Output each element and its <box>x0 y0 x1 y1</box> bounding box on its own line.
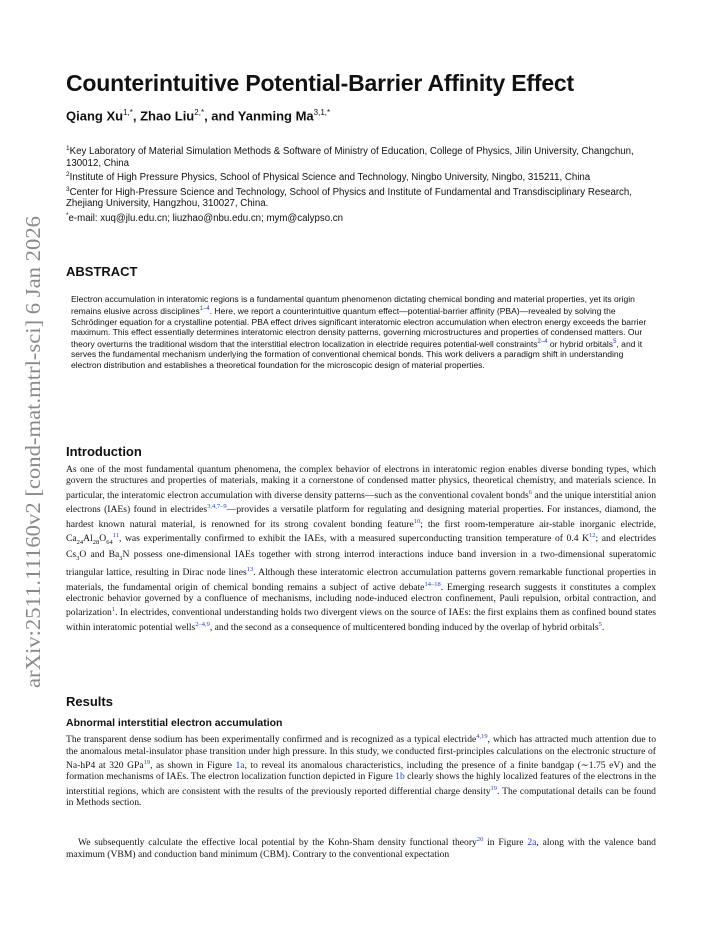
citation-ref[interactable]: 10 <box>413 517 421 525</box>
text-run: or hybrid orbitals <box>547 339 614 350</box>
affiliation-mark: * <box>66 211 69 219</box>
text-run: , along with the valence band maximum (VBM) and conduction band minimum (CBM). Contrary to the conventional expectation <box>66 837 656 860</box>
text-run: , to reveal its anomalous characteristics, including the presence of a finite bandgap (∼1.75 eV) and the formation mechanisms of IAEs. The electron localization function depicted in Figure <box>66 760 657 783</box>
text-run: , was experimentally confirmed to exhibit the IAEs, with a measured superconducting transition temperature of 0.4 K <box>118 533 590 545</box>
results-subheading: Abnormal interstitial electron accumulation <box>66 717 283 729</box>
text-run: and the unique interstitial anion electrons (IAEs) found in electrides <box>66 489 656 516</box>
text-run: —provides a versatile platform for regulating and designing material properties. For instances, diamond, the hardest known natural material, is renowned for its strong covalent bonding feature <box>66 504 656 530</box>
text-run: Electron accumulation in interatomic regions is a fundamental quantum phenomenon dictating chemical bonding and material properties, yet its origin remains elusive across disciplines <box>71 294 635 317</box>
text-run: , which has attracted much attention due to the anomalous metal-insulator phase transition under high pressure. In this study, we conducted first-principles calculations on the electronic structure of Na-hP4 at 320 GPa <box>66 734 656 772</box>
affiliation-text: Institute of High Pressure Physics, School of Physical Science and Technology, Ningbo University, Ningbo, 315211, China <box>69 172 591 184</box>
affiliations <box>66 143 656 224</box>
author-name: Yanming Ma <box>237 108 314 124</box>
citation-ref[interactable]: 14–18 <box>424 580 441 588</box>
arxiv-sidebar-stamp <box>0 212 56 692</box>
results-paragraph-2 <box>66 834 656 860</box>
text-run: . <box>601 622 605 634</box>
text-run: clearly shows the highly localized features of the electrons in the interstitial regions, which are consistent with the results of the previously reported differential charge density <box>66 771 656 797</box>
results-paragraph-1 <box>66 731 656 809</box>
affiliation-line <box>66 210 656 225</box>
text-run: . In electrides, conventional understanding holds two divergent views on the source of IAEs: the first explains them as confined bound states within interatomic potential wells <box>66 607 656 634</box>
abstract-heading: ABSTRACT <box>66 264 138 279</box>
affiliation-mark: 3 <box>66 185 70 193</box>
introduction-paragraph <box>66 464 656 633</box>
abstract-text <box>71 294 651 370</box>
citation-ref[interactable]: 19 <box>143 758 151 766</box>
author-name: Zhao Liu <box>140 108 195 124</box>
subscript: 3 <box>119 554 123 562</box>
text-run: Al <box>83 533 93 545</box>
text-run: The transparent dense sodium has been experimentally confirmed and is recognized as a typical electride <box>66 734 477 746</box>
results-heading: Results <box>66 694 113 709</box>
affiliation-mark: 1 <box>66 145 70 152</box>
subscript: 24 <box>76 539 84 547</box>
author-separator: , and <box>204 108 238 124</box>
text-run: , and the second as a consequence of multicentered bonding induced by the overlap of hybrid orbitals <box>209 622 599 634</box>
arxiv-identifier: arXiv:2511.11160v2 [cond-mat.mtrl-sci] 6 Jan 2026 <box>21 250 45 688</box>
text-run: As one of the most fundamental quantum phenomena, the complex behavior of electrons in interatomic region enables diverse bonding types, which govern the structures and properties of materials, making it a cornerstone of condensed matter physics, theoretical chemistry, and materials science. In particular, the interatomic electron accumulation with diverse density patterns—such as the conventional covalent bonds <box>66 464 656 501</box>
citation-ref[interactable]: 2–4 <box>537 339 548 346</box>
text-run: ; the first room-temperature air-stable inorganic electride, Ca <box>66 518 656 545</box>
affiliation-line <box>66 143 656 169</box>
author-affiliation-mark: 2,* <box>194 108 205 117</box>
citation-ref[interactable]: 12 <box>589 532 596 540</box>
figure-ref[interactable]: 2a <box>527 837 537 849</box>
citation-ref[interactable]: 20 <box>476 836 484 843</box>
text-run: . Here, we report a counterintuitive quantum effect—potential-barrier affinity (PBA)—revealed by solving the Schrödinger equation for a crystalline potential. PBA effect drives significant interatomic electron accumulation when electron energy exceeds the barrier maximum. This effect essentially determines interatomic electron density patterns, governing microstructures and properties of condensed matters. Our theory overturns the traditional wisdom that the interstitial electron localization in electride requires potential-well constraints <box>71 306 647 350</box>
citation-ref[interactable]: 3,4,7–9 <box>207 503 227 511</box>
citation-ref[interactable]: 6 <box>528 488 533 496</box>
citation-ref[interactable]: 5 <box>613 339 617 346</box>
citation-ref[interactable]: 5 <box>598 620 602 628</box>
subscript: 3 <box>76 554 80 562</box>
text-run: . Although these interatomic electron accumulation patterns govern remarkable functional properties in materials, the fundamental origin of chemical bonding remains a subject of active debate <box>66 567 656 593</box>
author-affiliation-mark: 1,* <box>123 108 133 117</box>
text-run: We subsequently calculate the effective local potential by the Kohn-Sham density functional theory <box>78 837 477 849</box>
citation-ref[interactable]: 13 <box>246 565 254 573</box>
text-run: ; and electrides Cs <box>66 533 656 560</box>
text-run: N possess one-dimensional IAEs together with strong interrod interactions induce band inversion in a two-dimensional superatomic triangular lattice, resulting in Dirac node lines <box>66 548 657 579</box>
author-name: Qiang Xu <box>66 108 124 124</box>
text-run: . Emerging research suggests it constitutes a complex electronic behavior governed by a confluence of mechanisms, including node-induced electron confinement, Pauli repulsion, orbital contraction, and polarization <box>66 581 656 619</box>
text-run: in Figure <box>483 837 528 849</box>
affiliation-line <box>66 169 656 184</box>
citation-ref[interactable]: 1 <box>111 606 116 614</box>
paper-title: Counterintuitive Potential-Barrier Affinity Effect <box>66 70 574 96</box>
text-run: O and Ba <box>79 548 120 560</box>
subscript: 64 <box>106 539 113 547</box>
citation-ref[interactable]: 1–4 <box>199 306 210 313</box>
author-affiliation-mark: 3,1,* <box>313 108 331 117</box>
affiliation-line <box>66 184 656 210</box>
citation-ref[interactable]: 19 <box>490 784 498 792</box>
figure-ref[interactable]: 1a <box>235 760 245 772</box>
text-run: , as shown in Figure <box>150 760 236 772</box>
author-separator: , <box>132 108 141 124</box>
affiliation-text: Key Laboratory of Material Simulation Methods & Software of Ministry of Education, College of Physics, Jilin University, Changchun, 130012, China <box>66 146 634 169</box>
citation-ref[interactable]: 4,19 <box>476 733 488 740</box>
introduction-heading: Introduction <box>66 444 142 459</box>
affiliation-mark: 2 <box>66 171 70 179</box>
text-run: O <box>99 533 107 545</box>
subscript: 28 <box>92 539 100 547</box>
citation-ref[interactable]: 2–4,9 <box>195 620 210 628</box>
affiliation-text[interactable]: e-mail: xuq@jlu.edu.cn; liuzhao@nbu.edu.cn; mym@calypso.cn <box>68 212 344 224</box>
author-list <box>66 108 330 123</box>
affiliation-text: Center for High-Pressure Science and Technology, School of Physics and Institute of Fundamental and Transdisciplinary Research, Zhejiang University, Hangzhou, 310027, China. <box>66 186 632 210</box>
text-run: . The computational details can be found in Methods section. <box>66 785 656 809</box>
figure-ref[interactable]: 1b <box>395 771 405 783</box>
text-run: , and it serves the fundamental mechanism underlying the formation of conventional chemical bonds. This work delivers a paradigm shift in understanding electron distribution and establishes a theoretical foundation for the microscopic design of material properties. <box>71 339 643 370</box>
citation-ref[interactable]: 11 <box>112 532 119 540</box>
